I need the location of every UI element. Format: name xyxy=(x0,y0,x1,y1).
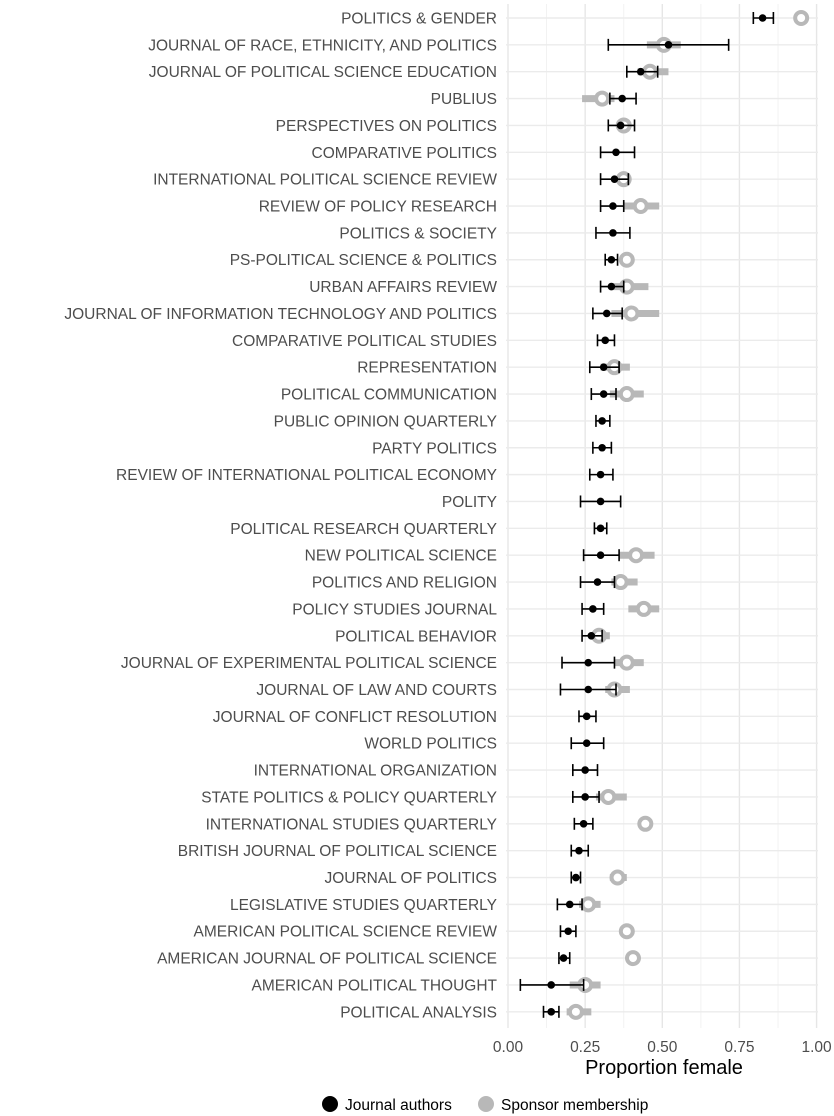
author-point xyxy=(547,981,555,989)
author-point xyxy=(597,525,605,533)
author-point xyxy=(608,256,616,264)
sponsor-point xyxy=(621,925,633,937)
x-tick-label: 0.25 xyxy=(570,1039,601,1056)
author-point xyxy=(597,551,605,559)
sponsor-point xyxy=(639,818,651,830)
y-label: POLICY STUDIES JOURNAL xyxy=(292,601,497,619)
sponsor-point xyxy=(602,791,614,803)
y-label: JOURNAL OF INFORMATION TECHNOLOGY AND POLITICS xyxy=(64,305,497,323)
sponsor-point xyxy=(635,200,647,212)
author-point xyxy=(609,229,617,237)
y-label: COMPARATIVE POLITICS xyxy=(311,144,497,162)
sponsor-point xyxy=(621,388,633,400)
sponsor-point xyxy=(596,93,608,105)
author-point xyxy=(588,632,596,640)
author-point xyxy=(564,927,572,935)
author-point xyxy=(637,68,645,76)
author-point xyxy=(617,122,625,130)
author-point xyxy=(583,713,591,721)
y-label: REPRESENTATION xyxy=(357,359,497,377)
legend-authors-label: Journal authors xyxy=(345,1097,452,1114)
x-tick-label: 0.00 xyxy=(492,1039,524,1056)
author-point xyxy=(612,149,620,157)
author-point xyxy=(566,901,574,909)
author-point xyxy=(603,310,611,318)
author-point xyxy=(547,1008,555,1016)
author-point xyxy=(597,498,605,506)
y-label: WORLD POLITICS xyxy=(364,735,497,753)
y-label: JOURNAL OF RACE, ETHNICITY, AND POLITICS xyxy=(148,37,497,55)
x-axis-title: Proportion female xyxy=(585,1057,743,1079)
author-point xyxy=(600,363,608,371)
author-point xyxy=(575,847,583,855)
y-label: LEGISLATIVE STUDIES QUARTERLY xyxy=(229,896,497,914)
author-point xyxy=(597,471,605,479)
author-point xyxy=(618,95,626,103)
y-label: JOURNAL OF POLITICS xyxy=(324,870,497,888)
y-label: POLITICAL COMMUNICATION xyxy=(280,386,497,404)
y-label: POLITICAL BEHAVIOR xyxy=(335,628,497,646)
y-label: POLITICAL ANALYSIS xyxy=(340,1004,497,1022)
y-label: REVIEW OF POLICY RESEARCH xyxy=(258,198,497,216)
y-label: AMERICAN POLITICAL THOUGHT xyxy=(251,977,497,995)
author-point xyxy=(609,202,617,210)
legend-sponsor-label: Sponsor membership xyxy=(501,1097,649,1114)
author-point xyxy=(598,444,606,452)
sponsor-point xyxy=(570,1006,582,1018)
sponsor-point xyxy=(625,307,637,319)
y-label: POLITICS AND RELIGION xyxy=(311,574,497,592)
y-label: URBAN AFFAIRS REVIEW xyxy=(309,279,497,297)
author-point xyxy=(589,605,597,613)
x-tick-label: 0.75 xyxy=(724,1039,755,1056)
sponsor-point xyxy=(621,657,633,669)
y-label: JOURNAL OF POLITICAL SCIENCE EDUCATION xyxy=(148,64,497,82)
sponsor-point xyxy=(638,603,650,615)
author-point xyxy=(601,337,609,345)
author-point xyxy=(600,390,608,398)
y-label: PERSPECTIVES ON POLITICS xyxy=(275,117,497,135)
y-label: COMPARATIVE POLITICAL STUDIES xyxy=(232,332,497,350)
y-label: INTERNATIONAL ORGANIZATION xyxy=(253,762,497,780)
y-label: AMERICAN POLITICAL SCIENCE REVIEW xyxy=(193,923,497,941)
y-label: POLITICAL RESEARCH QUARTERLY xyxy=(230,520,497,538)
y-label: NEW POLITICAL SCIENCE xyxy=(304,547,497,565)
legend-sponsor-swatch xyxy=(478,1096,494,1112)
author-point xyxy=(572,874,580,882)
author-point xyxy=(759,14,767,22)
author-point xyxy=(608,283,616,291)
author-point xyxy=(598,417,606,425)
y-label: POLITICS & SOCIETY xyxy=(339,225,497,243)
x-tick-label: 1.00 xyxy=(801,1039,832,1056)
author-point xyxy=(665,41,673,49)
y-label: INTERNATIONAL STUDIES QUARTERLY xyxy=(205,816,497,834)
author-point xyxy=(594,578,602,586)
author-point xyxy=(580,820,588,828)
author-point xyxy=(584,659,592,667)
sponsor-point xyxy=(582,898,594,910)
sponsor-point xyxy=(615,576,627,588)
y-label: STATE POLITICS & POLICY QUARTERLY xyxy=(201,789,497,807)
y-label: POLITY xyxy=(441,493,497,511)
y-label: PUBLIC OPINION QUARTERLY xyxy=(273,413,497,431)
y-label: PARTY POLITICS xyxy=(372,440,497,458)
author-point xyxy=(611,175,619,183)
x-tick-label: 0.50 xyxy=(647,1039,678,1056)
sponsor-point xyxy=(612,872,624,884)
author-point xyxy=(560,954,568,962)
sponsor-point xyxy=(795,12,807,24)
y-label: JOURNAL OF LAW AND COURTS xyxy=(256,682,497,699)
y-label: POLITICS & GENDER xyxy=(341,10,497,28)
y-label: JOURNAL OF EXPERIMENTAL POLITICAL SCIENCE xyxy=(120,655,497,673)
y-label: INTERNATIONAL POLITICAL SCIENCE REVIEW xyxy=(153,171,497,189)
author-point xyxy=(583,739,591,747)
sponsor-point xyxy=(627,952,639,964)
legend-authors-swatch xyxy=(322,1096,338,1112)
sponsor-point xyxy=(630,549,642,561)
y-label: PS-POLITICAL SCIENCE & POLITICS xyxy=(229,252,497,270)
author-point xyxy=(581,793,589,801)
author-point xyxy=(584,686,592,694)
y-label: REVIEW OF INTERNATIONAL POLITICAL ECONOMY xyxy=(116,467,497,485)
sponsor-point xyxy=(621,254,633,266)
y-label: JOURNAL OF CONFLICT RESOLUTION xyxy=(212,708,497,726)
author-point xyxy=(581,766,589,774)
y-label: BRITISH JOURNAL OF POLITICAL SCIENCE xyxy=(177,843,497,861)
y-label: AMERICAN JOURNAL OF POLITICAL SCIENCE xyxy=(157,950,497,968)
y-label: PUBLIUS xyxy=(430,91,497,109)
legend xyxy=(322,1096,648,1114)
